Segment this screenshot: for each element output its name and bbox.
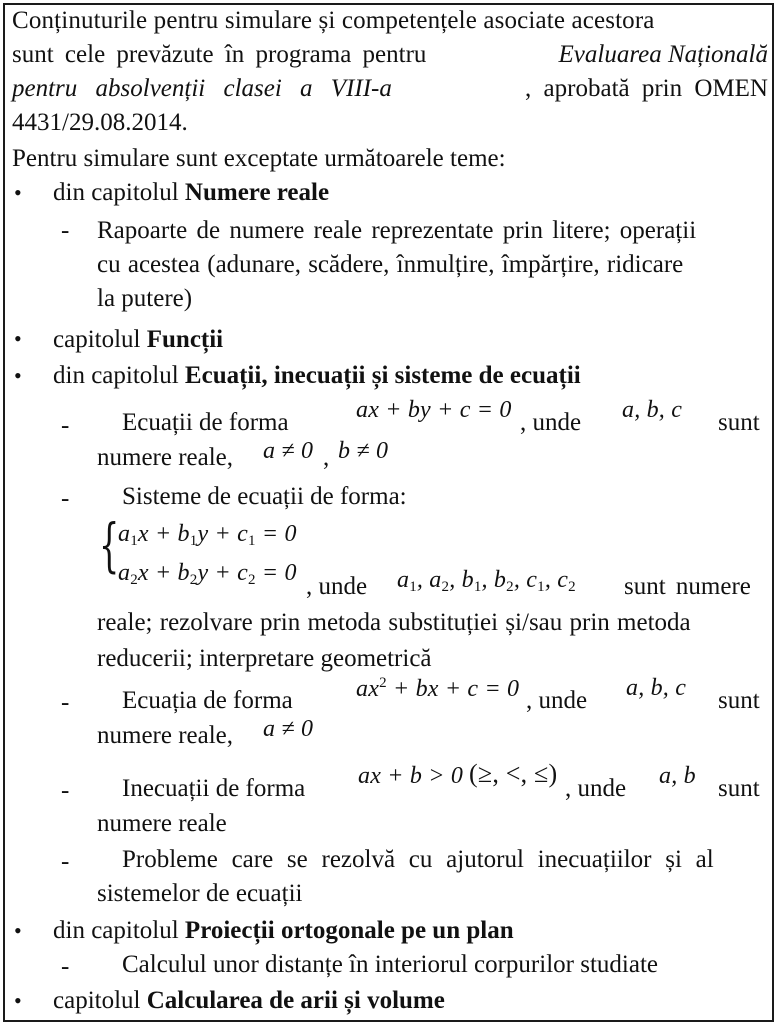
text-bold: Funcții [146, 326, 224, 353]
sub-item-line-3: la putere) [97, 285, 193, 312]
bullet-icon: • [14, 363, 22, 388]
text: sunt numere [624, 573, 751, 600]
text-bold: Calcularea de arii și volume [146, 987, 445, 1014]
bullet-item-functii [53, 326, 223, 354]
text: Sisteme de ecuații de forma: [122, 483, 407, 510]
text: din capitolul [53, 917, 185, 944]
math-equation: $ax^2$ + bx + c = 0 [356, 675, 520, 702]
text: sunt [718, 775, 760, 802]
dash-icon: - [61, 953, 70, 980]
math-condition: a ≠ 0 [263, 716, 314, 742]
text: sunt [718, 687, 760, 714]
math-variables: $a_1$, $a_2$, $b_1$, $b_2$, $c_1$, $c_2$ [397, 567, 576, 595]
text-bold: Proiecții ortogonale pe un plan [184, 917, 514, 944]
text: numere reale, [97, 444, 234, 471]
text: din capitolul [53, 179, 185, 206]
text: numere reale, [97, 722, 234, 749]
text: reale; rezolvare prin metoda substituției și/sau prin metoda [97, 609, 691, 636]
text: Ecuații de forma [122, 409, 289, 436]
text: din capitolul [53, 362, 185, 389]
text: , unde [526, 687, 588, 714]
intro-line-1 [12, 7, 768, 35]
text: , unde [520, 409, 582, 436]
text-bold: Numere reale [184, 179, 330, 206]
sub-item-line-1 [97, 217, 768, 245]
math-equation: ax + by + c = 0 [356, 397, 512, 423]
intro-line-3 [12, 75, 768, 103]
text-bold: Ecuații, inecuații și sisteme de ecuații [184, 362, 581, 389]
system-equation-2: $a_2x + b_2y + c_2 = 0$ [118, 560, 297, 588]
text: , aprobată prin OMEN [525, 75, 768, 102]
text: capitolul [53, 326, 147, 353]
bullet-item-proiectii [53, 917, 514, 945]
d5-line-1 [122, 846, 768, 874]
text: Rapoarte de numere reale reprezentate prin litere; operații [97, 217, 697, 244]
bullet-item-ecuatii [53, 362, 581, 390]
bullet-item-arii-volume [53, 987, 445, 1015]
text: Calculul unor distanțe în interiorul corpurilor studiate [122, 951, 658, 978]
dash-icon: - [61, 777, 70, 804]
math-variables: a, b [659, 763, 696, 789]
bullet-icon: • [14, 326, 22, 351]
math-condition: b ≠ 0 [338, 438, 389, 464]
math-relations: (≥, <, ≤) [469, 759, 558, 788]
dash-icon: - [61, 485, 70, 512]
math-equation-rest: + bx + c = 0 [392, 676, 520, 702]
text: , [323, 444, 330, 471]
document-page [3, 3, 774, 1022]
intro-line-4: 4431/29.08.2014. [12, 109, 188, 136]
system-brace: { [99, 511, 120, 579]
text: Probleme care se rezolvă cu ajutorul inecuațiilor și al [122, 846, 714, 873]
bullet-icon: • [14, 918, 22, 943]
text: reducerii; interpretare geometrică [97, 645, 432, 672]
text: cu acestea (adunare, scădere, înmulțire, împărțire, ridicare [97, 251, 684, 278]
system-equation-1: $a_1x + b_1y + c_1 = 0$ [118, 521, 297, 549]
text: Inecuații de forma [122, 775, 306, 802]
bullet-item-numere-reale [53, 179, 329, 207]
text: , unde [565, 775, 627, 802]
bullet-icon: • [14, 180, 22, 205]
text: numere reale [97, 810, 227, 837]
dash-icon: - [61, 412, 70, 439]
d2-line-3 [97, 609, 768, 637]
text: Conținuturile pentru simulare și competențele asociate acestora [12, 7, 655, 34]
sub-item-line-2 [97, 251, 768, 279]
text: sistemelor de ecuații [97, 880, 303, 907]
text: Ecuația de forma [122, 687, 293, 714]
text-italic: Evaluarea Națională [558, 41, 768, 68]
text: capitolul [53, 987, 147, 1014]
bullet-icon: • [14, 988, 22, 1013]
math-variables: a, b, c [626, 675, 687, 701]
dash-icon: - [61, 217, 70, 244]
intro-line-2 [12, 41, 768, 69]
dash-icon: - [61, 848, 70, 875]
math-variables: a, b, c [622, 397, 683, 423]
intro-line-5: Pentru simulare sunt exceptate următoarele teme: [12, 145, 506, 172]
math-condition: a ≠ 0 [263, 438, 314, 464]
math-inequality: ax + b > 0 [358, 763, 464, 789]
text: , unde [306, 573, 368, 600]
text-italic: pentru absolvenții clasei a VIII-a [12, 75, 392, 102]
text: sunt [718, 409, 760, 436]
dash-icon: - [61, 689, 70, 716]
text: sunt cele prevăzute în programa pentru [12, 41, 427, 68]
